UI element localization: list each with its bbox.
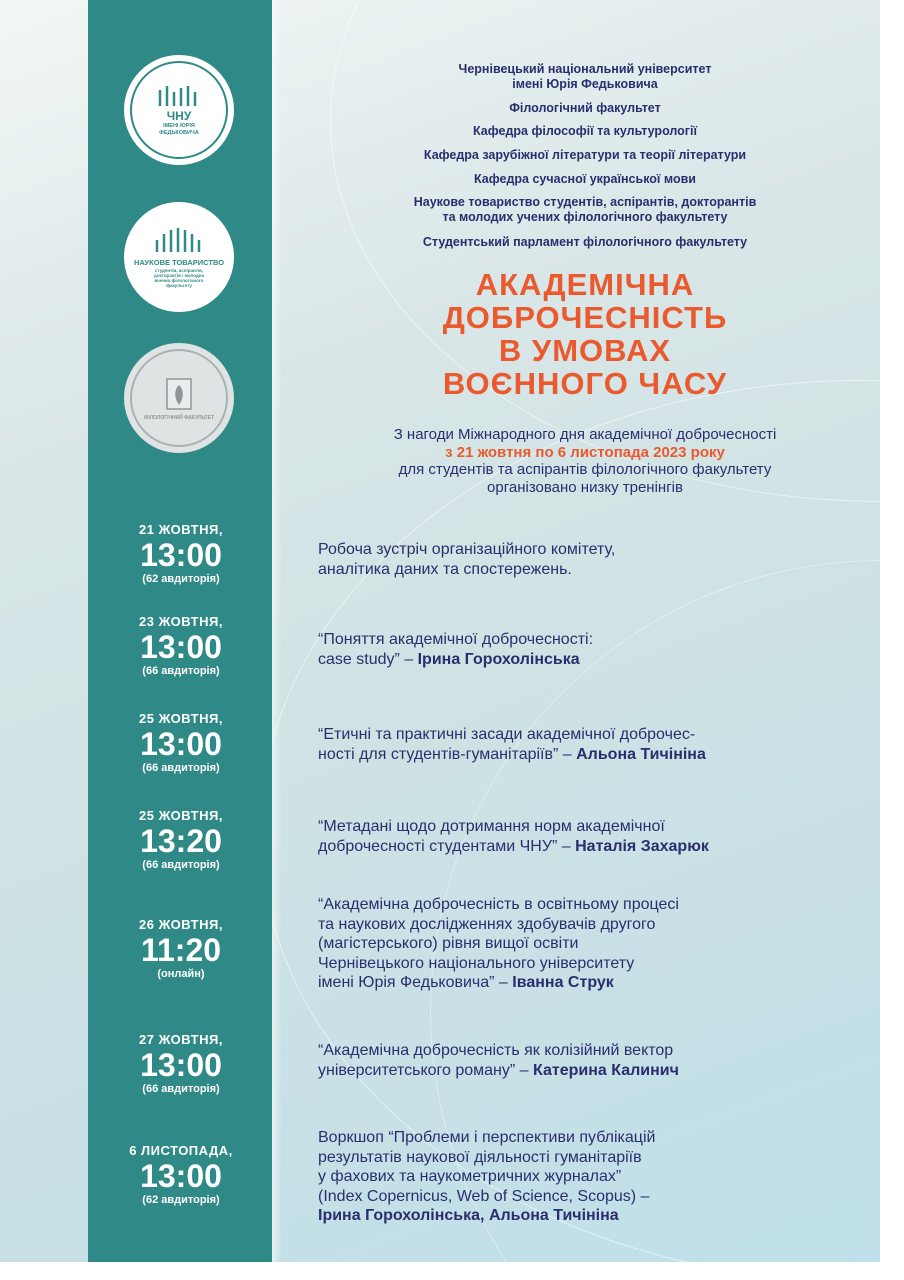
schedule-event <box>318 895 858 993</box>
header-society <box>330 195 840 225</box>
header-department: Кафедра філософії та культурології <box>473 124 697 138</box>
intro-line: організовано низку тренінгів <box>487 478 683 496</box>
event-line: “Етичні та практичні засади академічної доброчес- <box>318 726 696 743</box>
event-line: (Index Copernicus, Web of Science, Scopus) – <box>318 1187 650 1205</box>
university-logo <box>124 55 234 165</box>
schedule-time: 13:00 <box>140 1158 222 1194</box>
schedule-time: 13:20 <box>140 823 222 859</box>
event-line: “Академічна доброчесність в освітньому процесі <box>318 896 679 913</box>
schedule-time: 13:00 <box>140 537 222 573</box>
speaker-name: Ірина Горохолінська <box>417 650 580 668</box>
schedule-room: (66 авдиторія) <box>142 1083 220 1095</box>
faculty-logo <box>124 343 234 453</box>
speaker-name: Наталія Захарюк <box>575 837 709 855</box>
event-line: у фахових та наукометричних журналах” <box>318 1168 622 1185</box>
intro-line: для студентів та аспірантів філологічного факультету <box>398 461 772 478</box>
schedule-date-block <box>96 614 266 678</box>
header-faculty: Філологічний факультет <box>509 101 661 115</box>
schedule-event <box>318 725 858 764</box>
title-line: АКАДЕМІЧНА <box>475 267 695 302</box>
schedule-room: (66 авдиторія) <box>142 665 220 677</box>
header-line: імені Юрія Федьковича <box>512 77 658 91</box>
schedule-date: 25 ЖОВТНЯ, <box>139 711 223 726</box>
schedule-date-block <box>96 1032 266 1096</box>
logo-ring <box>130 61 228 159</box>
schedule-event <box>318 1041 858 1080</box>
schedule-date: 26 ЖОВТНЯ, <box>139 917 223 932</box>
schedule-room: (62 авдиторія) <box>142 1194 220 1206</box>
title-line: В УМОВАХ <box>498 333 672 368</box>
logo-caption: студентів, аспірантів, докторантів і молодих вчених філологічного факультету <box>153 268 205 288</box>
event-line: “Метадані щодо дотримання норм академічної <box>318 818 665 835</box>
schedule-date: 27 ЖОВТНЯ, <box>139 1032 223 1047</box>
event-line: доброчесності студентами ЧНУ” – <box>318 837 571 855</box>
header-university <box>330 62 840 92</box>
schedule-date: 6 ЛИСТОПАДА, <box>129 1143 233 1158</box>
schedule-time: 11:20 <box>140 932 222 968</box>
intro-line: З нагоди Міжнародного дня академічної доброчесності <box>393 426 777 443</box>
schedule-date: 23 ЖОВТНЯ, <box>139 614 223 629</box>
event-line: Чернівецького національного університету <box>318 954 635 972</box>
header-department: Кафедра зарубіжної літератури та теорії літератури <box>423 148 747 162</box>
event-line: Воркшоп “Проблеми і перспективи публікацій <box>318 1129 656 1146</box>
event-line: результатів наукової діяльності гуманітаріїв <box>318 1148 642 1166</box>
schedule-time: 13:00 <box>140 1047 222 1083</box>
event-line: університетського роману” – <box>318 1061 529 1079</box>
logo-abbr: ЧНУ <box>166 108 192 123</box>
header-line: та молодих учених філологічного факультету <box>442 210 728 224</box>
schedule-date-block <box>96 808 266 872</box>
schedule-event <box>318 540 858 579</box>
schedule-date-block <box>96 522 266 586</box>
society-emblem-icon <box>151 226 207 256</box>
title-line: ВОЄННОГО ЧАСУ <box>442 366 728 401</box>
logo-ring <box>130 349 228 447</box>
speaker-name: Іванна Струк <box>512 974 614 991</box>
speaker-name: Альона Тичініна <box>576 745 706 763</box>
event-line: імені Юрія Федьковича” – <box>318 974 508 991</box>
event-line: та наукових дослідженнях здобувачів другого <box>318 915 656 933</box>
event-line: ності для студентів-гуманітаріїв” – <box>318 745 572 763</box>
logo-title: НАУКОВЕ ТОВАРИСТВО <box>133 258 225 267</box>
event-line: “Академічна доброчесність як колізійний вектор <box>318 1042 674 1059</box>
speaker-name: Ірина Горохолінська, Альона Тичініна <box>318 1207 619 1224</box>
intro <box>300 426 870 496</box>
event-line: Робоча зустріч організаційного комітету, <box>318 541 616 558</box>
logo-caption: ІМЕНІ ЮРІЯ ФЕДЬКОВИЧА <box>159 122 199 136</box>
event-line: case study” – <box>318 650 414 668</box>
schedule-time: 13:00 <box>140 726 222 762</box>
header-department: Кафедра сучасної української мови <box>474 172 696 186</box>
header-parliament: Студентський парламент філологічного факультету <box>422 235 748 249</box>
scientific-society-logo <box>124 202 234 312</box>
speaker-name: Катерина Калинич <box>533 1061 679 1079</box>
schedule-date-block <box>96 917 266 981</box>
schedule-room: (62 авдиторія) <box>142 573 220 585</box>
schedule-room: (66 авдиторія) <box>142 859 220 871</box>
schedule-room: (66 авдиторія) <box>142 762 220 774</box>
schedule-event <box>318 817 858 856</box>
schedule-date-block <box>96 1143 266 1207</box>
schedule-date: 25 ЖОВТНЯ, <box>139 808 223 823</box>
header-line: Наукове товариство студентів, аспірантів, докторантів <box>413 195 757 209</box>
event-line: аналітика даних та спостережень. <box>318 560 572 578</box>
schedule-time: 13:00 <box>140 629 222 665</box>
intro-dates: з 21 жовтня по 6 листопада 2023 року <box>445 443 725 461</box>
schedule-room: (онлайн) <box>157 968 205 980</box>
event-line: (магістерського) рівня вищої освіти <box>318 935 579 952</box>
event-line: “Поняття академічної доброчесності: <box>318 631 594 648</box>
title-line: ДОБРОЧЕСНІСТЬ <box>442 300 728 335</box>
schedule-event <box>318 630 858 669</box>
header-line: Чернівецький національний університет <box>458 62 712 76</box>
schedule-date: 21 ЖОВТНЯ, <box>139 522 223 537</box>
sidebar-highlight <box>272 0 282 1262</box>
page-title <box>330 268 840 400</box>
schedule-event <box>318 1128 858 1226</box>
schedule-date-block <box>96 711 266 775</box>
logo-caption: ФІЛОЛОГІЧНИЙ ФАКУЛЬТЕТ <box>143 414 215 421</box>
